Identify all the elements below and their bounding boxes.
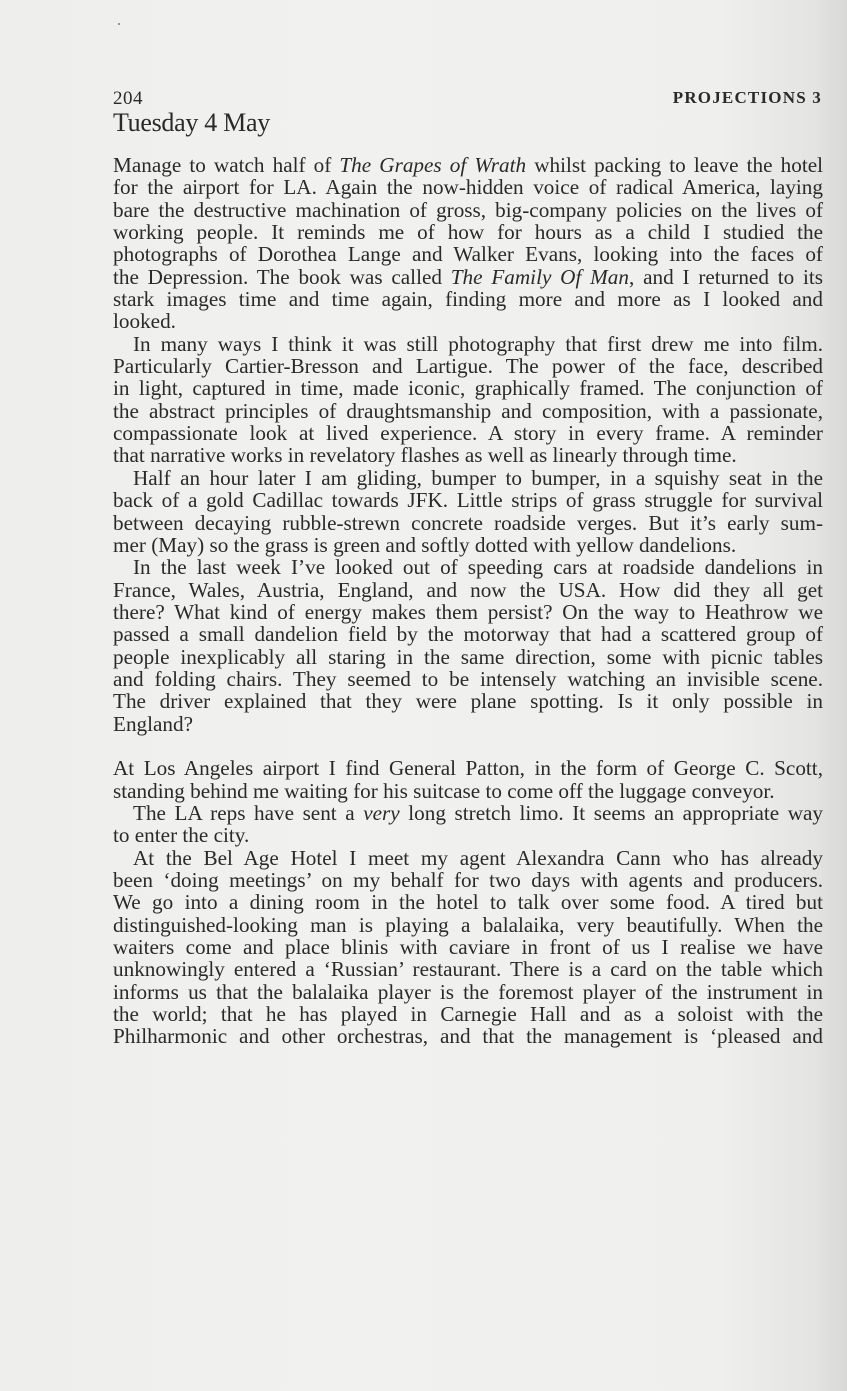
text-line <box>113 176 823 198</box>
text-line <box>113 668 823 690</box>
paragraph <box>113 333 823 467</box>
section-break <box>113 735 823 757</box>
text-line <box>113 690 823 712</box>
text-line <box>113 623 823 645</box>
text-run: At the Bel Age Hotel I meet my agent Alexandra Cann who has already <box>133 845 823 870</box>
italic-title: very <box>363 800 400 825</box>
paragraph <box>113 154 823 333</box>
text-run: photographs of Dorothea Lange and Walker Evans, looking into the faces of <box>113 242 823 267</box>
text-line <box>113 579 823 601</box>
text-run: passed a small dandelion field by the motorway that had a scattered group of <box>113 622 823 647</box>
text-line <box>113 958 823 980</box>
text-run: informs us that the balalaika player is the foremost player of the instrument in <box>113 979 823 1004</box>
text-line <box>113 333 823 355</box>
text-line <box>113 981 823 1003</box>
text-run: unknowingly entered a ‘Russian’ restaurant. There is a card on the table which <box>113 957 823 982</box>
text-run: looked. <box>113 309 176 334</box>
text-line <box>113 556 823 578</box>
text-run: , and I returned to its <box>628 264 824 289</box>
text-line <box>113 221 823 243</box>
text-run: The LA reps have sent a <box>133 800 364 825</box>
text-run: back of a gold Cadillac towards JFK. Little strips of grass struggle for survival <box>113 488 823 513</box>
text-run: the world; that he has played in Carnegie Hall and as a soloist with the <box>113 1002 823 1027</box>
text-run: At Los Angeles airport I find General Patton, in the form of George C. Scott, <box>113 756 823 781</box>
text-run: France, Wales, Austria, England, and now the USA. How did they all get <box>113 577 823 602</box>
text-run: mer (May) so the grass is green and softly dotted with yellow dandelions. <box>113 532 737 557</box>
text-line <box>113 1003 823 1025</box>
paragraph <box>113 757 823 802</box>
text-run: The driver explained that they were plane spotting. Is it only possible in <box>113 689 823 714</box>
speck-mark <box>118 23 120 25</box>
text-run: the Depression. The book was called <box>113 264 451 289</box>
text-line <box>113 467 823 489</box>
text-line <box>113 512 823 534</box>
text-line <box>113 802 823 824</box>
text-line <box>113 377 823 399</box>
text-run: In the last week I’ve looked out of speeding cars at roadside dandelions in <box>133 555 823 580</box>
text-line <box>113 601 823 623</box>
text-run: to enter the city. <box>113 823 250 848</box>
text-run: long stretch limo. It seems an appropriate way <box>399 800 823 825</box>
italic-title: The Family Of Man <box>450 264 629 289</box>
text-line <box>113 422 823 444</box>
text-run: England? <box>113 711 194 736</box>
text-run: and folding chairs. They seemed to be intensely watching an invisible scene. <box>113 666 823 691</box>
text-run: We go into a dining room in the hotel to talk over some food. A tired but <box>113 890 823 915</box>
text-line <box>113 891 823 913</box>
text-line <box>113 914 823 936</box>
text-run: between decaying rubble-strewn concrete roadside verges. But it’s early sum- <box>113 510 823 535</box>
italic-title: The Grapes of Wrath <box>339 153 527 177</box>
text-run: in light, captured in time, made iconic, graphically framed. The conjunction of <box>113 376 823 401</box>
paragraph <box>113 556 823 735</box>
text-run: for the airport for LA. Again the now-hidden voice of radical America, laying <box>113 175 823 200</box>
text-line <box>113 780 823 802</box>
text-run: bare the destructive machination of gross, big-company policies on the lives of <box>113 197 823 222</box>
text-run: working people. It reminds me of how for hours as a child I studied the <box>113 220 823 245</box>
body-text <box>113 154 823 1048</box>
text-line <box>113 400 823 422</box>
text-line <box>113 824 823 846</box>
text-run: been ‘doing meetings’ on my behalf for two days with agents and producers. <box>113 868 823 892</box>
text-line <box>113 243 823 265</box>
text-line <box>113 288 823 310</box>
text-line <box>113 199 823 221</box>
section-title: PROJECTIONS 3 <box>672 88 822 107</box>
paragraph <box>113 802 823 847</box>
text-line <box>113 936 823 958</box>
text-run: the abstract principles of draughtsmanship and composition, with a passionate, <box>113 398 823 423</box>
text-run: compassionate look at lived experience. A story in every frame. A reminder <box>113 421 823 446</box>
text-run: Half an hour later I am gliding, bumper to bumper, in a squishy seat in the <box>133 465 823 490</box>
text-line <box>113 154 823 176</box>
text-run: there? What kind of energy makes them persist? On the way to Heathrow we <box>113 599 823 624</box>
text-run: whilst packing to leave the hotel <box>526 153 823 177</box>
page-number: 204 <box>113 88 143 109</box>
text-line <box>113 534 823 556</box>
text-line <box>113 847 823 869</box>
text-run: waiters come and place blinis with caviare in front of us I realise we have <box>113 935 823 960</box>
text-line <box>113 757 823 779</box>
text-line <box>113 266 823 288</box>
text-line <box>113 869 823 891</box>
text-line <box>113 713 823 735</box>
text-run: Particularly Cartier-Bresson and Lartigue. The power of the face, described <box>113 354 823 379</box>
paragraph <box>113 847 823 1048</box>
entry-heading: Tuesday 4 May <box>113 108 270 137</box>
text-run: Philharmonic and other orchestras, and that the management is ‘pleased and <box>113 1024 823 1049</box>
paragraph <box>113 467 823 556</box>
text-line <box>113 310 823 332</box>
text-line <box>113 355 823 377</box>
text-run: people inexplicably all staring in the same direction, some with picnic tables <box>113 644 823 669</box>
text-line <box>113 489 823 511</box>
text-run: Manage to watch half of <box>113 153 340 177</box>
text-run: standing behind me waiting for his suitcase to come off the luggage conveyor. <box>113 778 775 803</box>
text-run: that narrative works in revelatory flashes as well as linearly through time. <box>113 443 737 468</box>
text-run: distinguished-looking man is playing a balalaika, very beautifully. When the <box>113 912 823 937</box>
text-line <box>113 646 823 668</box>
text-run: stark images time and time again, finding more and more as I looked and <box>113 287 823 312</box>
text-run: In many ways I think it was still photography that first drew me into film. <box>133 331 823 356</box>
text-line <box>113 444 823 466</box>
text-line <box>113 1025 823 1047</box>
